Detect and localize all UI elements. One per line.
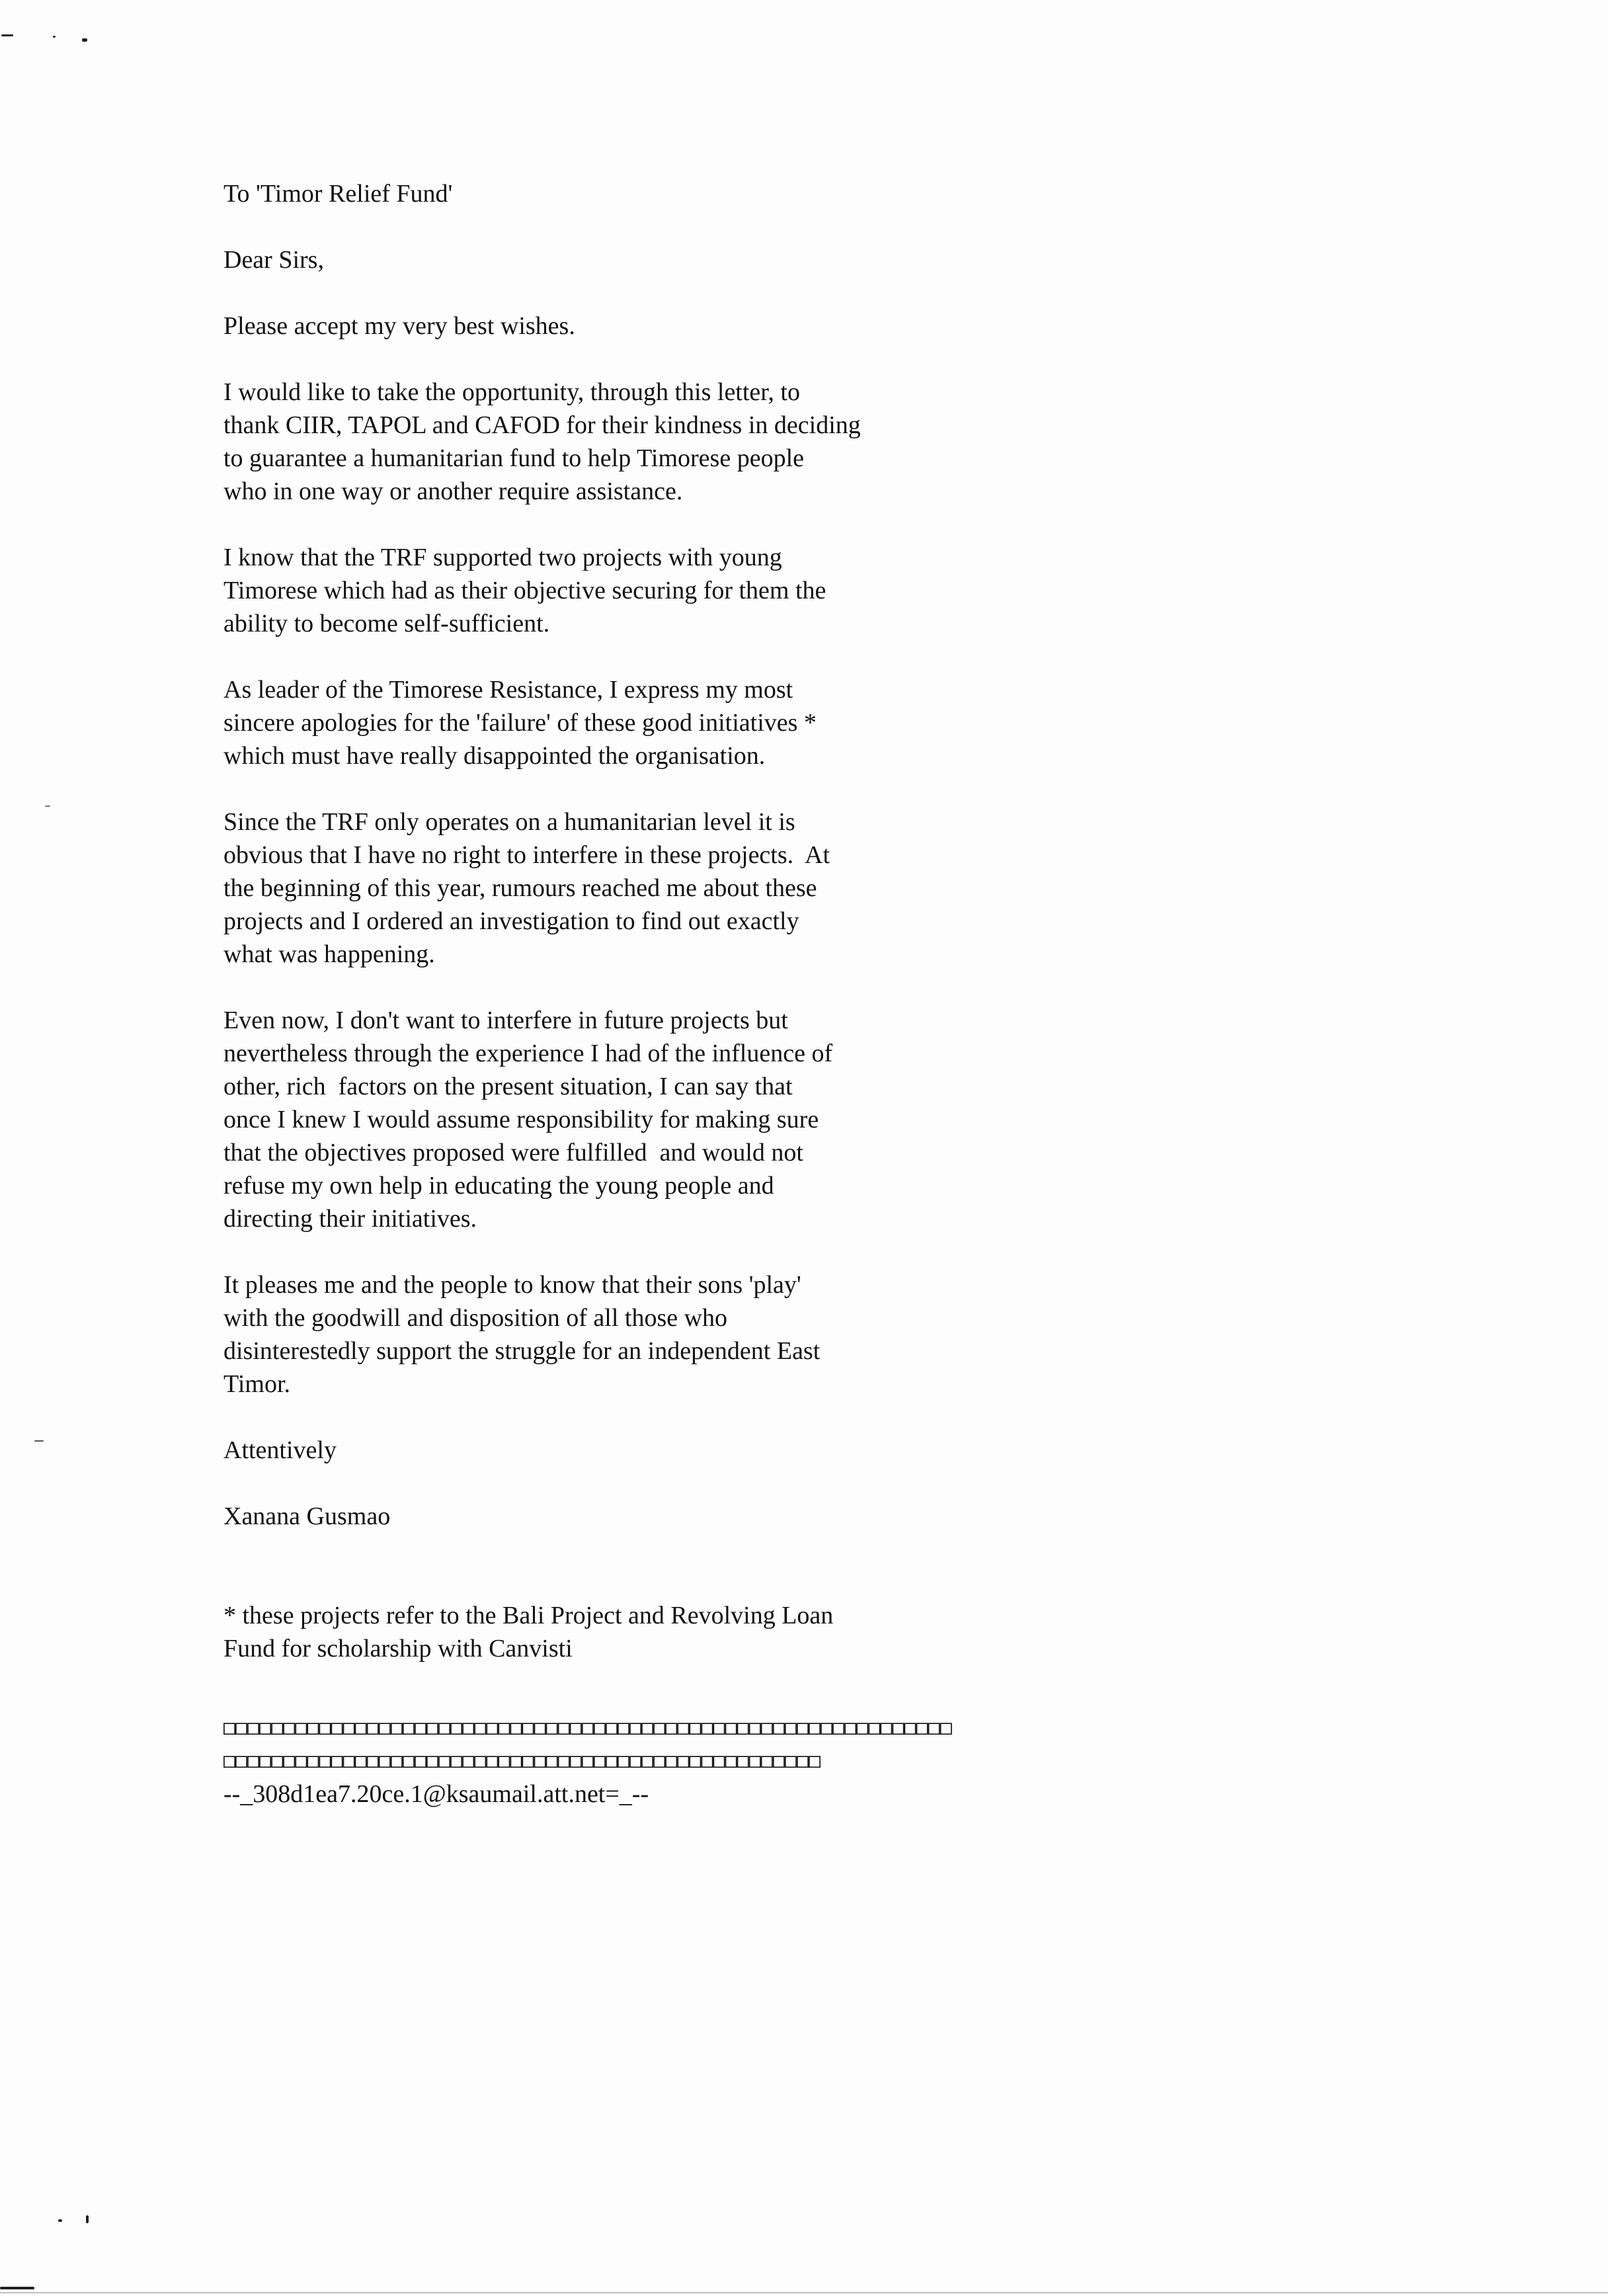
paragraph-line: with the goodwill and disposition of all those who: [223, 1304, 728, 1332]
paragraph-line: Even now, I don't want to interfere in future projects but: [223, 1006, 788, 1034]
paragraph-line: thank CIIR, TAPOL and CAFOD for their kindness in deciding: [223, 411, 861, 439]
paragraph-line: Timorese which had as their objective securing for them the: [223, 577, 826, 604]
salutation: Dear Sirs,: [223, 246, 324, 274]
footnote-line: * these projects refer to the Bali Project and Revolving Loan: [223, 1602, 834, 1629]
paragraph-responsibility: [223, 1004, 1414, 1235]
letter-body: [223, 177, 1414, 1811]
paragraph-line: other, rich factors on the present situation, I can say that: [223, 1073, 793, 1100]
footnote-line: Fund for scholarship with Canvisti: [223, 1635, 573, 1662]
paragraph-line: to guarantee a humanitarian fund to help Timorese people: [223, 444, 804, 472]
paragraph-investigation: [223, 805, 1414, 971]
paragraph-line: projects and I ordered an investigation to find out exactly: [223, 907, 799, 935]
paragraph-line: Since the TRF only operates on a humanitarian level it is: [223, 808, 795, 836]
scan-mark-left-mid: [45, 805, 50, 807]
scan-mark-bottom-edge: [0, 2287, 34, 2289]
paragraph-line: I would like to take the opportunity, through this letter, to: [223, 378, 800, 406]
scan-mark-top-tick: [82, 38, 87, 42]
paragraph-line: ability to become self-sufficient.: [223, 610, 550, 637]
paragraph-line: Timor.: [223, 1370, 291, 1398]
paragraph-thanks: [223, 376, 1414, 508]
paragraph-support: [223, 1268, 1414, 1401]
paragraph-line: what was happening.: [223, 940, 435, 968]
paragraph-line: sincere apologies for the 'failure' of these good initiatives *: [223, 709, 817, 737]
addressee: To 'Timor Relief Fund': [223, 180, 453, 208]
paragraph-line: I know that the TRF supported two projects with young: [223, 544, 782, 571]
mime-boundary: --_308d1ea7.20ce.1@ksaumail.att.net=_--: [223, 1780, 649, 1808]
garbled-characters-line: □□□□□□□□□□□□□□□□□□□□□□□□□□□□□□□□□□□□□□□□□□□□□□□□□□□□□□□□□□□□□: [223, 1716, 952, 1739]
paragraph-line: who in one way or another require assistance.: [223, 477, 683, 505]
paragraph-line: once I knew I would assume responsibility for making sure: [223, 1106, 819, 1133]
footnote: [223, 1599, 1414, 1665]
paragraph-projects: [223, 541, 1414, 640]
paragraph-line: which must have really disappointed the organisation.: [223, 742, 766, 770]
scan-mark-top-left-dash: [1, 34, 13, 36]
paragraph-line: As leader of the Timorese Resistance, I express my most: [223, 676, 793, 704]
paragraph-apology: [223, 673, 1414, 772]
scan-mark-bottom-left-dot: [58, 2219, 62, 2222]
signature: Xanana Gusmao: [223, 1502, 391, 1530]
scan-bottom-edge-line: [0, 2292, 1608, 2293]
paragraph-line: obvious that I have no right to interfere in these projects. At: [223, 841, 830, 869]
paragraph-line: disinterestedly support the struggle for an independent East: [223, 1337, 821, 1365]
scan-mark-bottom-left-tick: [86, 2215, 89, 2223]
garbled-characters-line: □□□□□□□□□□□□□□□□□□□□□□□□□□□□□□□□□□□□□□□□□□□□□□□□□□: [223, 1749, 821, 1772]
opening-line: Please accept my very best wishes.: [223, 312, 575, 340]
paragraph-line: that the objectives proposed were fulfilled and would not: [223, 1139, 803, 1167]
paragraph-line: refuse my own help in educating the young people and: [223, 1172, 774, 1200]
closing: Attentively: [223, 1436, 337, 1464]
paragraph-line: It pleases me and the people to know that their sons 'play': [223, 1271, 801, 1299]
scan-mark-top-dot: [53, 36, 56, 38]
scan-mark-left-lower: [34, 1440, 44, 1442]
paragraph-line: nevertheless through the experience I had of the influence of: [223, 1040, 833, 1067]
paragraph-line: the beginning of this year, rumours reached me about these: [223, 874, 817, 902]
paragraph-line: directing their initiatives.: [223, 1205, 477, 1233]
email-trailer: [223, 1711, 1414, 1811]
